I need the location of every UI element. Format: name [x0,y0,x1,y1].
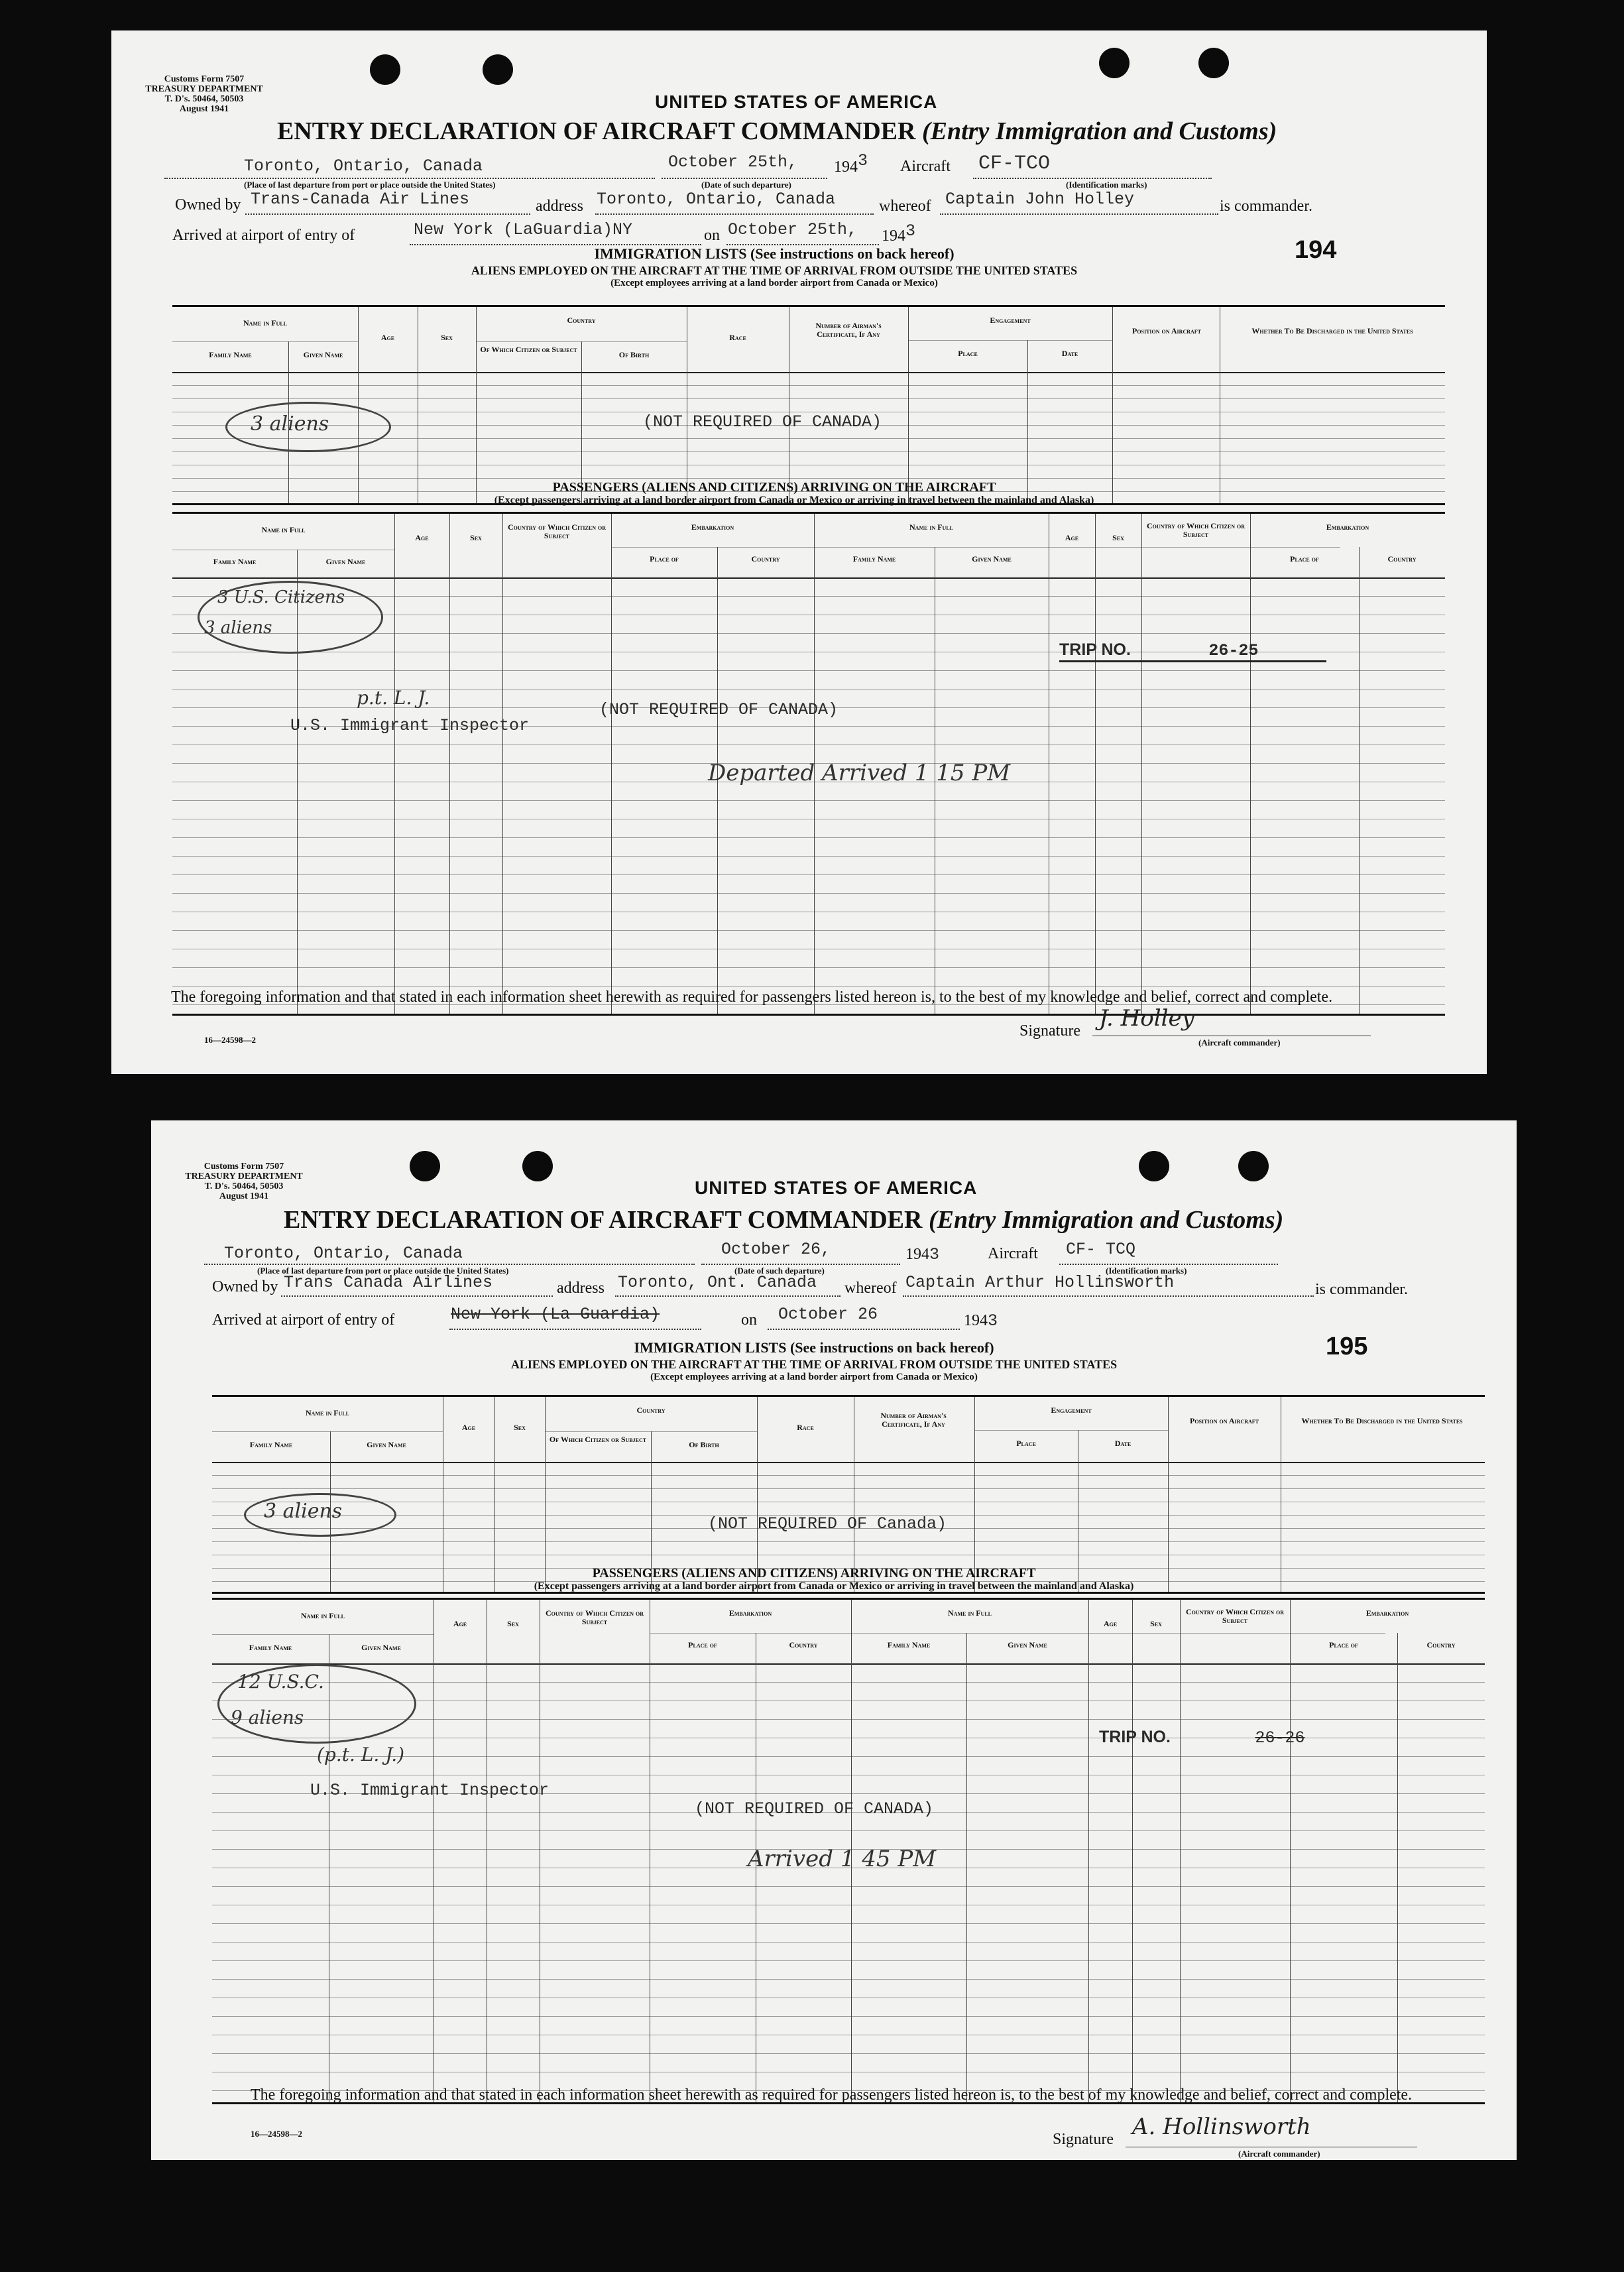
col-birth: Of Birth [689,1440,719,1449]
declaration-sheet-195 [151,1120,1517,2160]
col-sex: Sex [441,333,453,342]
aliens-subheading: (Except employees arriving at a land border airport from Canada or Mexico) [650,1372,978,1382]
pcol-place: Place of [650,554,679,564]
trip-number: TRIP NO. 26-26 [1099,1728,1305,1748]
whereof-label: whereof [844,1280,897,1297]
aliens-heading: ALIENS EMPLOYED ON THE AIRCRAFT AT THE TIME OF ARRIVAL FROM OUTSIDE THE UNITED STATES [510,1358,1118,1371]
arrival-year: 1943 [882,221,916,245]
arrival-time-handwritten: Departed Arrived 1 15 PM [708,760,1011,786]
commander: Captain John Holley [945,190,1135,209]
aircraft-label: Aircraft [900,158,951,175]
pcol-citizen-2: Country of Which Citizen or Subject [1186,1607,1284,1625]
commander: Captain Arthur Hollinsworth [905,1273,1175,1292]
signature-label: Signature [1019,1022,1080,1040]
owner: Trans Canada Airlines [284,1273,493,1292]
declaration-sheet-194 [111,30,1487,1074]
punch-hole [1099,48,1130,78]
pass-handwritten-2: 9 aliens [231,1706,304,1728]
col-name-in-full: Name in Full [243,318,287,328]
col-discharged: Whether To Be Discharged in the United States [1251,326,1413,335]
arrival-airport: New York (LaGuardia)NY [414,220,633,239]
certification-text: The foregoing information and that stated in each information sheet herewith as required for passengers listed hereon is, to the best of my knowledge and belief, correct and complete. [251,2086,1413,2104]
col-airman-cert: Number of Airman's Certificate, If Any [880,1411,947,1429]
on-label: on [741,1311,757,1329]
punch-hole [522,1151,553,1181]
passengers-heading: PASSENGERS (ALIENS AND CITIZENS) ARRIVING ON THE AIRCRAFT [592,1566,1036,1581]
pcol-place-2: Place of [1329,1640,1358,1649]
owned-by-label: Owned by [175,196,241,213]
caption-date: (Date of such departure) [734,1266,825,1276]
owner: Trans-Canada Air Lines [251,190,470,209]
is-commander-label: is commander. [1220,198,1312,215]
col-position: Position on Aircraft [1189,1416,1259,1425]
col-given-name: Given Name [367,1440,406,1449]
print-code: 16—24598—2 [251,2129,302,2139]
print-code: 16—24598—2 [204,1035,256,1045]
pass-handwritten-1: 12 U.S.C. [237,1671,324,1693]
form-title: ENTRY DECLARATION OF AIRCRAFT COMMANDER (Entry Immigration and Customs) [284,1206,1284,1234]
aliens-table [212,1395,1485,1594]
punch-hole [370,54,400,85]
trip-number: TRIP NO. 26-25 [1059,640,1326,662]
col-engagement: Engagement [1051,1405,1092,1415]
aliens-not-required: (NOT REQUIRED OF CANADA) [643,412,882,432]
pcol-given-name: Given Name [325,557,366,566]
col-birth: Of Birth [618,350,650,359]
departure-date: October 25th, [668,152,798,172]
country-heading: UNITED STATES OF AMERICA [655,91,938,112]
col-country: Country [636,1405,666,1415]
pcol-sex: Sex [470,533,482,542]
aliens-handwritten: 3 aliens [251,412,329,436]
passengers-heading: PASSENGERS (ALIENS AND CITIZENS) ARRIVING ON THE AIRCRAFT [552,480,996,495]
is-commander-label: is commander. [1315,1281,1408,1298]
punch-hole [1139,1151,1169,1181]
col-race: Race [797,1423,814,1432]
inspector-initials: (p.t. L. J.) [317,1744,405,1765]
col-age: Age [380,333,395,342]
pass-handwritten-1: 3 U.S. Citizens [217,587,345,607]
pcol-name-in-full-2: Name in Full [948,1608,992,1618]
on-label: on [704,227,720,244]
arrival-time-handwritten: Arrived 1 45 PM [748,1846,937,1872]
col-race: Race [729,333,746,342]
col-name-in-full: Name in Full [306,1408,349,1417]
pcol-sex: Sex [507,1619,519,1628]
aliens-table [172,305,1445,505]
pcol-citizen: Country of Which Citizen or Subject [508,522,606,540]
pcol-name-in-full: Name in Full [301,1611,345,1620]
departure-date: October 26, [721,1240,831,1259]
pcol-given-name-2: Given Name [972,554,1012,564]
pcol-sex-2: Sex [1112,533,1124,542]
col-given-name: Given Name [303,350,343,359]
address-label: address [557,1280,605,1297]
aliens-not-required: (NOT REQUIRED OF Canada) [708,1514,947,1533]
caption-place: (Place of last departure from port or place outside the United States) [257,1266,509,1276]
pcol-place: Place of [688,1640,717,1649]
pcol-embarkation-2: Embarkation [1326,522,1369,532]
col-discharged: Whether To Be Discharged in the United States [1301,1416,1463,1425]
pcol-country: Country [751,554,780,564]
pcol-age: Age [453,1619,467,1628]
aliens-heading: ALIENS EMPLOYED ON THE AIRCRAFT AT THE TIME OF ARRIVAL FROM OUTSIDE THE UNITED STATES [471,264,1078,277]
arrival-year: 1943 [964,1311,998,1331]
arrival-airport: New York (La Guardia) [451,1305,660,1324]
col-sex: Sex [514,1423,526,1432]
col-place: Place [1016,1439,1036,1448]
aircraft-id: CF-TCO [978,152,1051,175]
pcol-family-name-2: Family Name [852,554,896,564]
caption-place: (Place of last departure from port or place outside the United States) [244,180,496,190]
form-id: Customs Form 7507 TREASURY DEPARTMENT T. D's. 50464, 50503 August 1941 [185,1162,303,1201]
immigration-heading: IMMIGRATION LISTS (See instructions on back hereof) [634,1339,994,1356]
col-position: Position on Aircraft [1131,326,1201,335]
aliens-handwritten: 3 aliens [264,1500,343,1523]
pcol-place-2: Place of [1290,554,1319,564]
col-country: Country [567,316,596,325]
pcol-family-name: Family Name [249,1643,292,1652]
col-place: Place [958,349,978,358]
arrived-label: Arrived at airport of entry of [172,227,355,244]
pcol-sex-2: Sex [1150,1619,1162,1628]
col-citizen: Of Which Citizen or Subject [480,345,577,354]
passengers-subheading: (Except passengers arriving at a land border airport from Canada or Mexico or arriving in travel between the mainland and Alaska) [494,495,1094,506]
commander-signature: A. Hollinsworth [1132,2114,1311,2140]
signature-caption: (Aircraft commander) [1198,1038,1281,1047]
col-date: Date [1114,1439,1131,1448]
form-id: Customs Form 7507 TREASURY DEPARTMENT T. D's. 50464, 50503 August 1941 [145,74,263,114]
pcol-embarkation-2: Embarkation [1365,1608,1409,1618]
whereof-label: whereof [879,198,931,215]
inspector-title: U.S. Immigrant Inspector [310,1781,550,1800]
caption-id: (Identification marks) [1066,180,1147,190]
pass-not-required: (NOT REQUIRED OF CANADA) [695,1799,934,1819]
owner-address: Toronto, Ontario, Canada [597,190,836,209]
form-title: ENTRY DECLARATION OF AIRCRAFT COMMANDER (Entry Immigration and Customs) [277,117,1277,145]
col-date: Date [1061,349,1078,358]
col-family-name: Family Name [209,350,252,359]
country-heading: UNITED STATES OF AMERICA [695,1177,978,1198]
punch-hole [1198,48,1229,78]
caption-date: (Date of such departure) [701,180,791,190]
aircraft-label: Aircraft [988,1245,1038,1262]
arrival-date: October 26 [778,1305,878,1324]
pcol-country-2: Country [1387,554,1417,564]
col-airman-cert: Number of Airman's Certificate, If Any [815,321,882,339]
inspector-initials: p.t. L. J. [357,687,430,709]
pcol-family-name-2: Family Name [887,1640,931,1649]
departure-place: Toronto, Ontario, Canada [244,156,483,176]
punch-hole [410,1151,440,1181]
arrival-date: October 25th, [728,220,858,239]
sheet-number: 195 [1326,1333,1368,1360]
pcol-citizen-2: Country of Which Citizen or Subject [1147,521,1245,539]
col-citizen: Of Which Citizen or Subject [549,1435,647,1444]
pcol-age-2: Age [1065,533,1079,542]
pcol-country: Country [789,1640,818,1649]
commander-signature: J. Holley [1099,1005,1194,1032]
sheet-number: 194 [1295,236,1337,264]
pcol-age: Age [415,533,429,542]
col-family-name: Family Name [249,1440,293,1449]
owned-by-label: Owned by [212,1278,278,1295]
pcol-country-2: Country [1426,1640,1456,1649]
pass-handwritten-2: 3 aliens [204,618,272,638]
signature-label: Signature [1053,2131,1114,2148]
aliens-subheading: (Except employees arriving at a land border airport from Canada or Mexico) [610,278,938,288]
aircraft-id: CF- TCQ [1066,1240,1136,1259]
pass-not-required: (NOT REQUIRED OF CANADA) [599,700,839,719]
punch-hole [483,54,513,85]
pcol-embarkation: Embarkation [728,1608,772,1618]
arrived-label: Arrived at airport of entry of [212,1311,395,1329]
immigration-heading: IMMIGRATION LISTS (See instructions on back hereof) [594,245,955,262]
pcol-family-name: Family Name [213,557,257,566]
caption-id: (Identification marks) [1106,1266,1187,1276]
address-label: address [536,198,583,215]
pcol-name-in-full: Name in Full [261,525,306,534]
col-age: Age [461,1423,476,1432]
owner-address: Toronto, Ont. Canada [618,1273,817,1292]
pcol-embarkation: Embarkation [691,522,734,532]
col-engagement: Engagement [990,316,1031,325]
pcol-given-name-2: Given Name [1008,1640,1047,1649]
pcol-name-in-full-2: Name in Full [909,522,953,532]
signature-caption: (Aircraft commander) [1238,2149,1320,2159]
pcol-given-name: Given Name [361,1643,401,1652]
punch-hole [1238,1151,1269,1181]
pcol-citizen: Country of Which Citizen or Subject [546,1608,644,1626]
year-label: 1943 [905,1245,940,1264]
inspector-title: U.S. Immigrant Inspector [290,716,530,735]
year-label: 1943 [834,151,868,176]
certification-text: The foregoing information and that stated in each information sheet herewith as required for passengers listed hereon is, to the best of my knowledge and belief, correct and complete. [171,988,1333,1006]
departure-place: Toronto, Ontario, Canada [224,1244,463,1263]
passengers-subheading: (Except passengers arriving at a land border airport from Canada or Mexico or arriving in travel between the mainland and Alaska) [534,1581,1134,1592]
pcol-age-2: Age [1103,1619,1118,1628]
